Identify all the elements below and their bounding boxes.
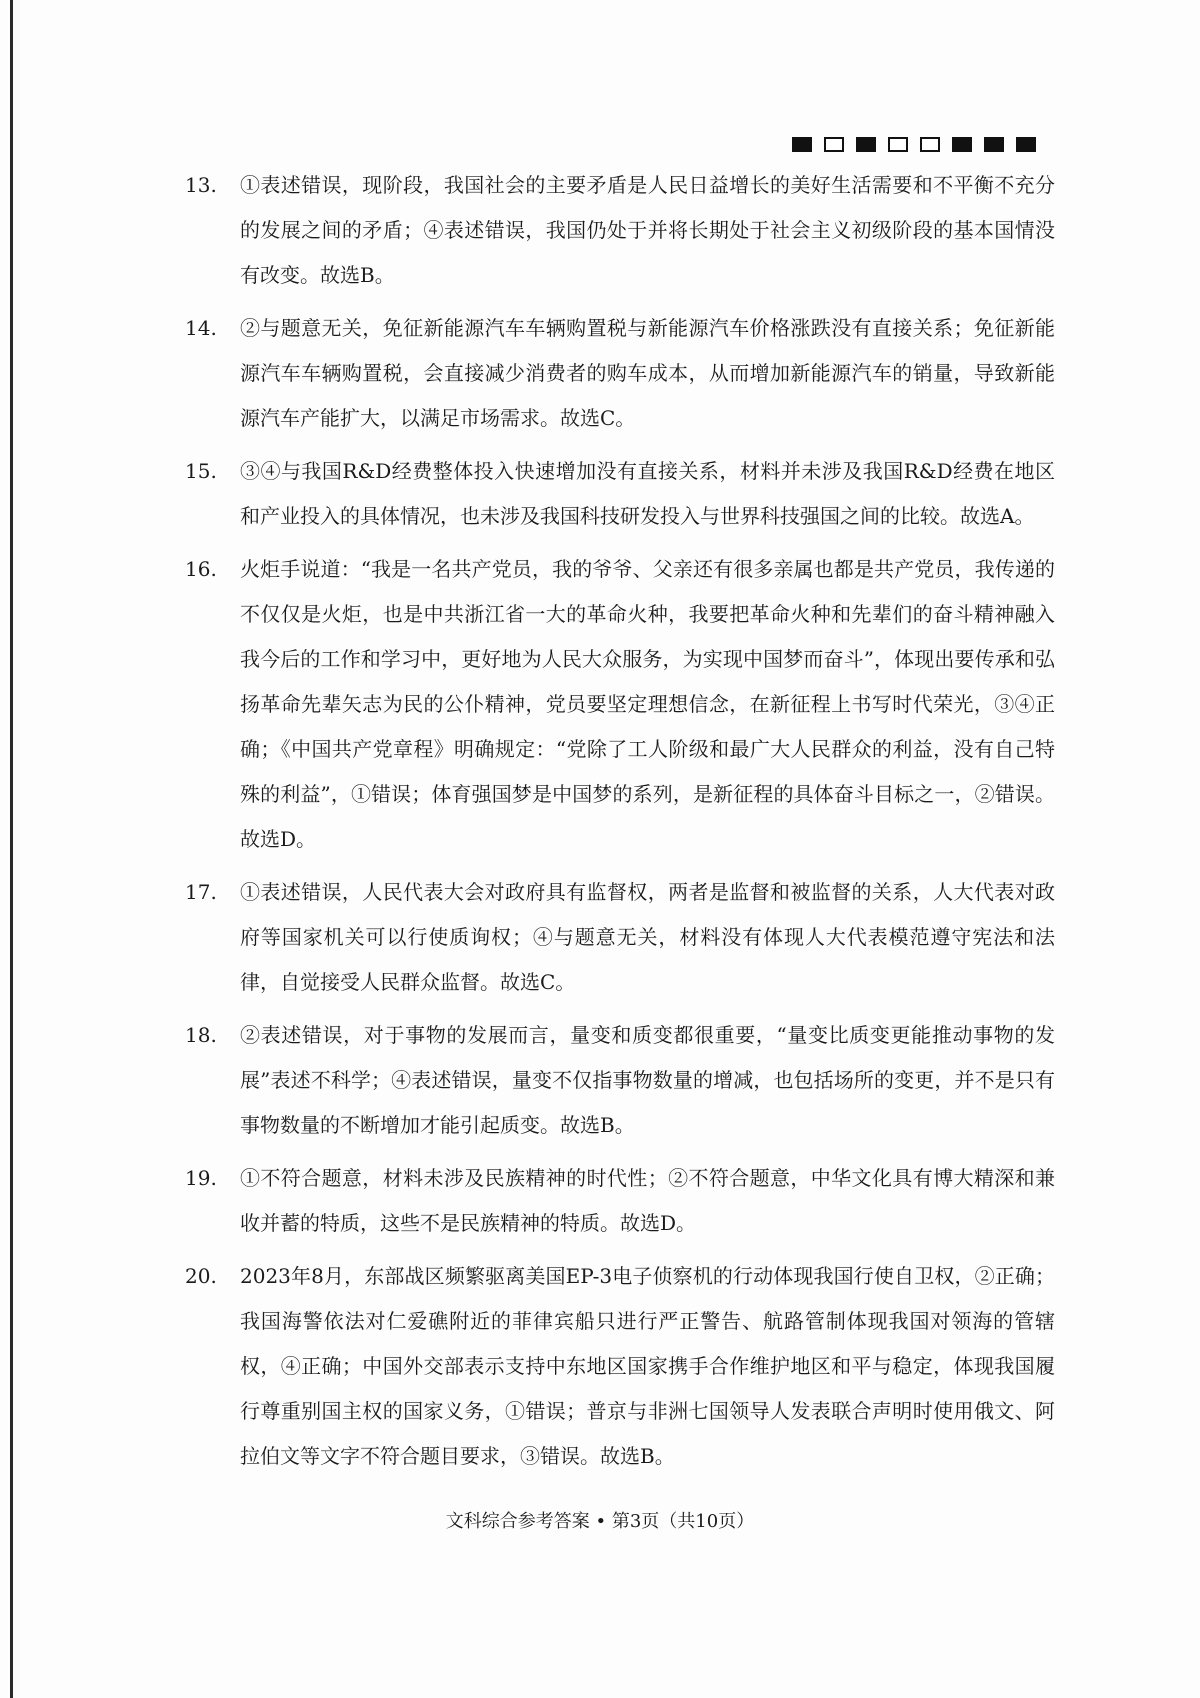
answer-number: 20. — [185, 1264, 217, 1288]
answer-text: 火炬手说道：“我是一名共产党员，我的爷爷、父亲还有很多亲属也都是共产党员，我传递的不仅仅是火炬，也是中共浙江省一大的革命火种，我要把革命火种和先辈们的奋斗精神融入我今后的工作和学习中，更好地为人民大众服务，为实现中国梦而奋斗”，体现出要传承和弘扬革命先辈矢志为民的公仆精神，党员要坚定理想信念，在新征程上书写时代荣光，③④正确；《中国共产党章程》明确规定：“党除了工人阶级和最广大人民群众的利益，没有自己特殊的利益”，①错误；体育强国梦是中国梦的系列，是新征程的具体奋斗目标之一，②错误。故选D。 — [240, 557, 1055, 851]
answer-number: 17. — [185, 880, 217, 904]
answer-text: ①不符合题意，材料未涉及民族精神的时代性；②不符合题意，中华文化具有博大精深和兼收并蓄的特质，这些不是民族精神的特质。故选D。 — [240, 1166, 1055, 1235]
answer-text: ①表述错误，现阶段，我国社会的主要矛盾是人民日益增长的美好生活需要和不平衡不充分的发展之间的矛盾；④表述错误，我国仍处于并将长期处于社会主义初级阶段的基本国情没有改变。故选B。 — [240, 173, 1055, 287]
page-marker-filled — [1016, 137, 1036, 152]
answer-item — [185, 547, 1055, 862]
answer-number: 15. — [185, 459, 217, 483]
answer-text: ②与题意无关，免征新能源汽车车辆购置税与新能源汽车价格涨跌没有直接关系；免征新能源汽车车辆购置税，会直接减少消费者的购车成本，从而增加新能源汽车的销量，导致新能源汽车产能扩大，以满足市场需求。故选C。 — [240, 316, 1055, 430]
page-marker-filled — [984, 137, 1004, 152]
answer-text: ②表述错误，对于事物的发展而言，量变和质变都很重要，“量变比质变更能推动事物的发展”表述不科学；④表述错误，量变不仅指事物数量的增减，也包括场所的变更，并不是只有事物数量的不断增加才能引起质变。故选B。 — [240, 1023, 1055, 1137]
page-marker-filled — [952, 137, 972, 152]
page-footer: 文科综合参考答案 • 第3页（共10页） — [445, 1511, 755, 1532]
page-marker-hollow — [920, 137, 940, 152]
page-marker-hollow — [888, 137, 908, 152]
answer-item — [185, 1013, 1055, 1148]
answer-number: 16. — [185, 557, 217, 581]
answer-item — [185, 1254, 1055, 1479]
answer-number: 14. — [185, 316, 217, 340]
answer-number: 18. — [185, 1023, 217, 1047]
answer-text: ③④与我国R&D经费整体投入快速增加没有直接关系，材料并未涉及我国R&D经费在地区和产业投入的具体情况，也未涉及我国科技研发投入与世界科技强国之间的比较。故选A。 — [240, 459, 1055, 528]
answer-item — [185, 449, 1055, 539]
page-marker-strip — [792, 137, 1036, 152]
answer-item — [185, 306, 1055, 441]
page-marker-filled — [856, 137, 876, 152]
answer-item — [185, 1156, 1055, 1246]
page-marker-hollow — [824, 137, 844, 152]
scan-border — [10, 0, 13, 1698]
answer-number: 13. — [185, 173, 217, 197]
answer-item — [185, 870, 1055, 1005]
page-marker-filled — [792, 137, 812, 152]
answer-item — [185, 163, 1055, 298]
answer-text: 2023年8月，东部战区频繁驱离美国EP-3电子侦察机的行动体现我国行使自卫权，②正确；我国海警依法对仁爱礁附近的菲律宾船只进行严正警告、航路管制体现我国对领海的管辖权，④正确；中国外交部表示支持中东地区国家携手合作维护地区和平与稳定，体现我国履行尊重别国主权的国家义务，①错误；普京与非洲七国领导人发表联合声明时使用俄文、阿拉伯文等文字不符合题目要求，③错误。故选B。 — [240, 1264, 1055, 1468]
answer-number: 19. — [185, 1166, 217, 1190]
answer-text: ①表述错误，人民代表大会对政府具有监督权，两者是监督和被监督的关系，人大代表对政府等国家机关可以行使质询权；④与题意无关，材料没有体现人大代表模范遵守宪法和法律，自觉接受人民群众监督。故选C。 — [240, 880, 1055, 994]
answer-list — [185, 163, 1055, 1487]
